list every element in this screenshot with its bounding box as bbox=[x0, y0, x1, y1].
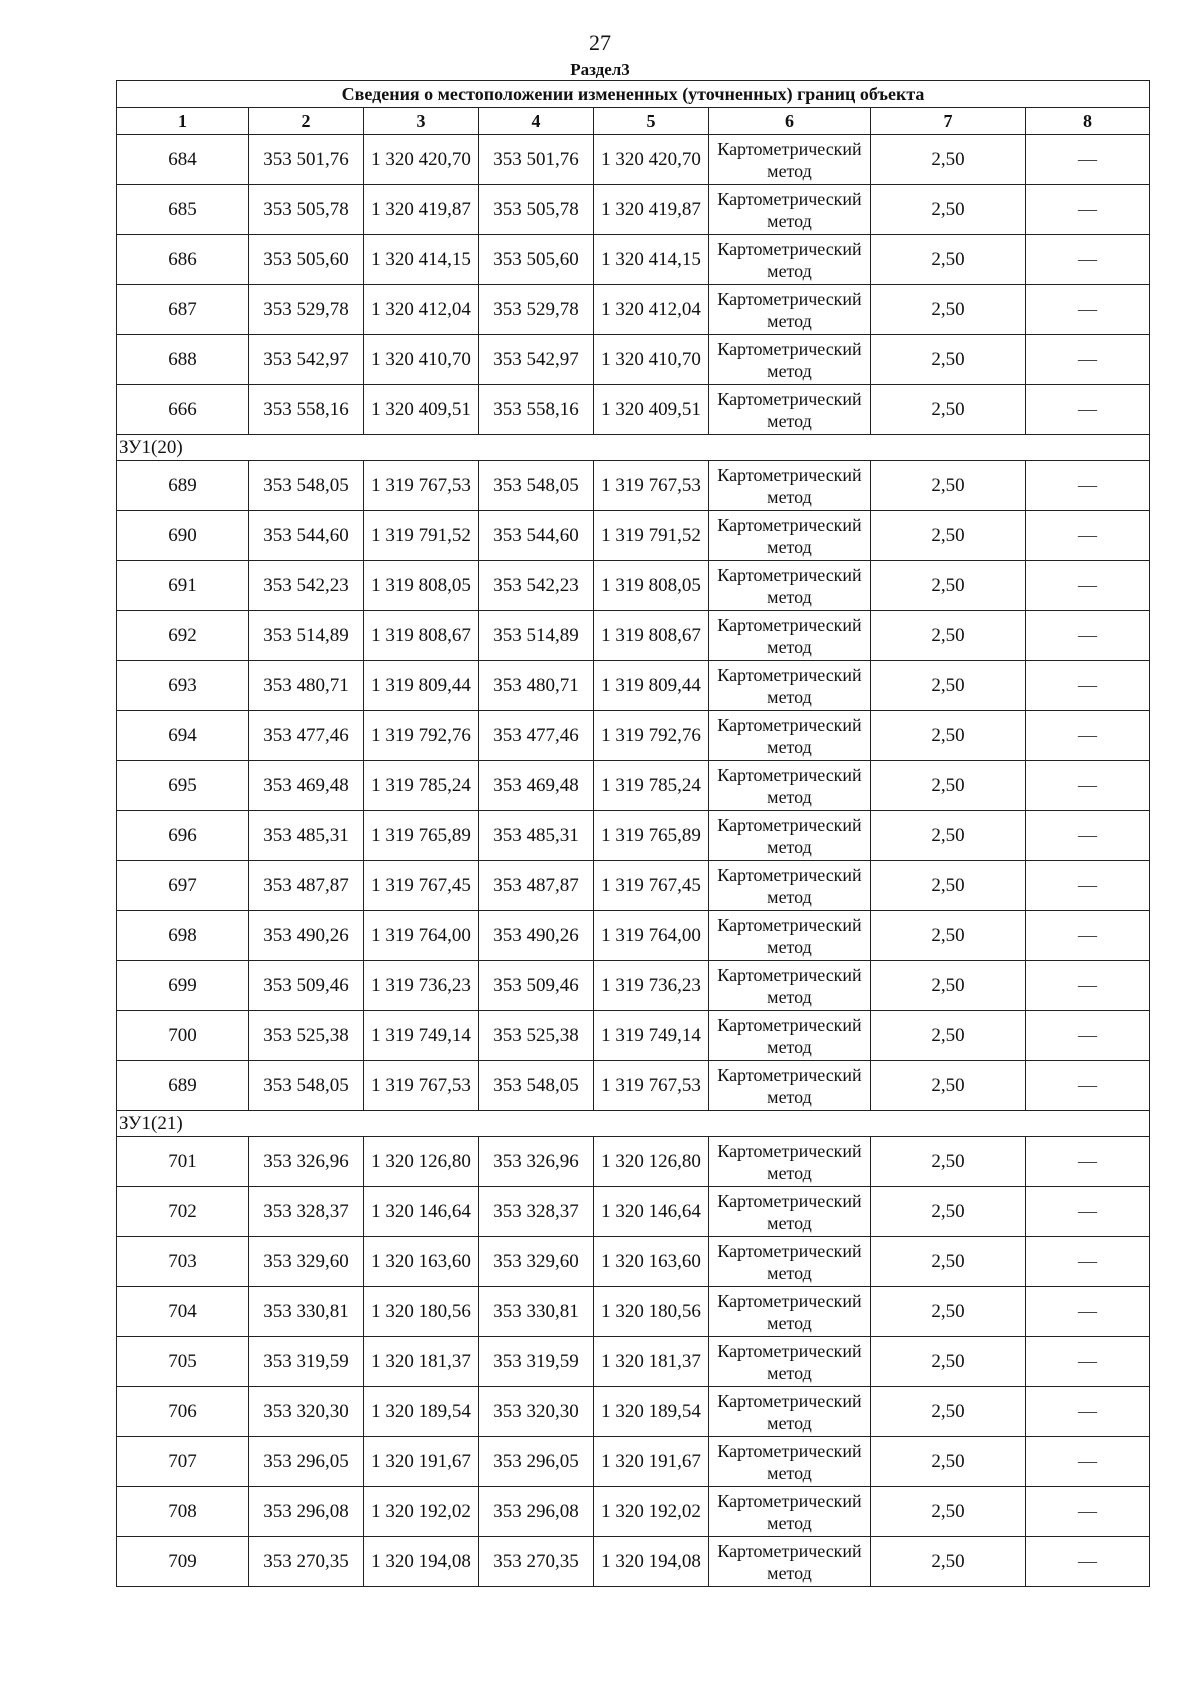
table-cell: Картометрический метод bbox=[709, 335, 871, 385]
table-cell: — bbox=[1026, 511, 1150, 561]
table-cell: 707 bbox=[117, 1437, 249, 1487]
table-cell: 702 bbox=[117, 1187, 249, 1237]
table-cell: Картометрический метод bbox=[709, 1337, 871, 1387]
table-cell: 2,50 bbox=[871, 911, 1026, 961]
table-cell: — bbox=[1026, 235, 1150, 285]
table-cell: 2,50 bbox=[871, 861, 1026, 911]
table-cell: 687 bbox=[117, 285, 249, 335]
table-cell: Картометрический метод bbox=[709, 611, 871, 661]
table-row bbox=[117, 135, 1150, 185]
table-cell: 2,50 bbox=[871, 1237, 1026, 1287]
table-cell: 1 320 126,80 bbox=[594, 1137, 709, 1187]
table-cell: 1 319 785,24 bbox=[364, 761, 479, 811]
table-cell: Картометрический метод bbox=[709, 511, 871, 561]
group-label: ЗУ1(21) bbox=[117, 1111, 1150, 1137]
table-cell: 688 bbox=[117, 335, 249, 385]
table-cell: 686 bbox=[117, 235, 249, 285]
table-cell: 2,50 bbox=[871, 1337, 1026, 1387]
table-cell: 703 bbox=[117, 1237, 249, 1287]
table-cell: 684 bbox=[117, 135, 249, 185]
table-cell: 1 319 767,53 bbox=[364, 461, 479, 511]
table-cell: 353 485,31 bbox=[479, 811, 594, 861]
table-cell: 353 480,71 bbox=[249, 661, 364, 711]
column-number: 3 bbox=[364, 108, 479, 135]
table-cell: 353 320,30 bbox=[479, 1387, 594, 1437]
table-cell: 704 bbox=[117, 1287, 249, 1337]
table-row bbox=[117, 761, 1150, 811]
table-cell: 1 319 808,67 bbox=[594, 611, 709, 661]
table-row bbox=[117, 511, 1150, 561]
section-title: Раздел3 bbox=[570, 60, 630, 79]
table-cell: 353 319,59 bbox=[249, 1337, 364, 1387]
table-cell: 2,50 bbox=[871, 561, 1026, 611]
table-cell: 353 505,78 bbox=[479, 185, 594, 235]
table-cell: 1 319 809,44 bbox=[364, 661, 479, 711]
table-cell: 353 501,76 bbox=[479, 135, 594, 185]
table-cell: Картометрический метод bbox=[709, 811, 871, 861]
table-cell: Картометрический метод bbox=[709, 285, 871, 335]
table-cell: 1 320 189,54 bbox=[594, 1387, 709, 1437]
table-cell: 1 319 808,05 bbox=[364, 561, 479, 611]
table-cell: 692 bbox=[117, 611, 249, 661]
table-cell: 353 326,96 bbox=[249, 1137, 364, 1187]
table-cell: Картометрический метод bbox=[709, 461, 871, 511]
table-cell: 1 319 765,89 bbox=[364, 811, 479, 861]
table-cell: Картометрический метод bbox=[709, 1011, 871, 1061]
table-cell: 698 bbox=[117, 911, 249, 961]
table-row bbox=[117, 611, 1150, 661]
table-cell: — bbox=[1026, 1387, 1150, 1437]
table-cell: 690 bbox=[117, 511, 249, 561]
table-cell: Картометрический метод bbox=[709, 711, 871, 761]
table-caption: Сведения о местоположении измененных (уточненных) границ объекта bbox=[117, 81, 1150, 108]
table-cell: 1 320 420,70 bbox=[364, 135, 479, 185]
table-cell: — bbox=[1026, 1437, 1150, 1487]
table-cell: 705 bbox=[117, 1337, 249, 1387]
table-row bbox=[117, 661, 1150, 711]
table-cell: 1 319 809,44 bbox=[594, 661, 709, 711]
table-cell: 1 319 764,00 bbox=[364, 911, 479, 961]
table-cell: 353 525,38 bbox=[479, 1011, 594, 1061]
table-cell: 2,50 bbox=[871, 235, 1026, 285]
table-cell: 697 bbox=[117, 861, 249, 911]
table-cell: — bbox=[1026, 461, 1150, 511]
table-cell: 353 544,60 bbox=[479, 511, 594, 561]
table-cell: 1 320 414,15 bbox=[594, 235, 709, 285]
table-cell: 353 326,96 bbox=[479, 1137, 594, 1187]
table-cell: — bbox=[1026, 1337, 1150, 1387]
table-cell: 2,50 bbox=[871, 1187, 1026, 1237]
table-cell: 2,50 bbox=[871, 285, 1026, 335]
table-cell: 1 319 764,00 bbox=[594, 911, 709, 961]
table-cell: 2,50 bbox=[871, 1537, 1026, 1587]
table-cell: Картометрический метод bbox=[709, 1487, 871, 1537]
table-row bbox=[117, 1011, 1150, 1061]
table-row bbox=[117, 711, 1150, 761]
table-cell: 1 320 414,15 bbox=[364, 235, 479, 285]
table-body bbox=[117, 135, 1150, 1587]
table-row bbox=[117, 335, 1150, 385]
table-cell: — bbox=[1026, 911, 1150, 961]
table-cell: 353 329,60 bbox=[249, 1237, 364, 1287]
table-cell: 353 270,35 bbox=[249, 1537, 364, 1587]
table-cell: 353 548,05 bbox=[479, 1061, 594, 1111]
table-cell: 1 320 410,70 bbox=[364, 335, 479, 385]
table-cell: Картометрический метод bbox=[709, 235, 871, 285]
table-cell: 708 bbox=[117, 1487, 249, 1537]
table-cell: 1 319 808,05 bbox=[594, 561, 709, 611]
table-cell: 353 548,05 bbox=[249, 1061, 364, 1111]
table-cell: 353 505,78 bbox=[249, 185, 364, 235]
table-row bbox=[117, 561, 1150, 611]
table-cell: 1 320 180,56 bbox=[364, 1287, 479, 1337]
table-cell: 2,50 bbox=[871, 761, 1026, 811]
table-cell: 1 320 189,54 bbox=[364, 1387, 479, 1437]
table-cell: 353 542,23 bbox=[249, 561, 364, 611]
column-number: 6 bbox=[709, 108, 871, 135]
table-cell: — bbox=[1026, 385, 1150, 435]
table-cell: 2,50 bbox=[871, 1387, 1026, 1437]
table-row bbox=[117, 185, 1150, 235]
table-cell: 353 296,05 bbox=[249, 1437, 364, 1487]
table-cell: 1 319 767,45 bbox=[594, 861, 709, 911]
table-cell: 353 485,31 bbox=[249, 811, 364, 861]
table-cell: Картометрический метод bbox=[709, 961, 871, 1011]
boundary-coordinates-table bbox=[116, 80, 1150, 1587]
table-cell: Картометрический метод bbox=[709, 911, 871, 961]
table-cell: 353 328,37 bbox=[249, 1187, 364, 1237]
table-cell: — bbox=[1026, 611, 1150, 661]
table-cell: 689 bbox=[117, 1061, 249, 1111]
table-cell: Картометрический метод bbox=[709, 761, 871, 811]
table-row bbox=[117, 911, 1150, 961]
table-cell: 1 320 192,02 bbox=[364, 1487, 479, 1537]
table-cell: Картометрический метод bbox=[709, 1137, 871, 1187]
table-cell: — bbox=[1026, 811, 1150, 861]
table-cell: 2,50 bbox=[871, 461, 1026, 511]
table-cell: 1 320 163,60 bbox=[594, 1237, 709, 1287]
table-cell: 353 558,16 bbox=[479, 385, 594, 435]
table-cell: Картометрический метод bbox=[709, 1187, 871, 1237]
table-cell: 700 bbox=[117, 1011, 249, 1061]
table-cell: 696 bbox=[117, 811, 249, 861]
table-row bbox=[117, 1337, 1150, 1387]
table-row bbox=[117, 461, 1150, 511]
table-cell: 1 320 191,67 bbox=[594, 1437, 709, 1487]
table-cell: 353 548,05 bbox=[479, 461, 594, 511]
table-cell: 353 320,30 bbox=[249, 1387, 364, 1437]
table-cell: 1 320 419,87 bbox=[594, 185, 709, 235]
table-cell: 353 542,97 bbox=[249, 335, 364, 385]
table-row bbox=[117, 1487, 1150, 1537]
table-cell: 1 320 410,70 bbox=[594, 335, 709, 385]
group-label-row bbox=[117, 435, 1150, 461]
table-cell: 353 490,26 bbox=[249, 911, 364, 961]
table-row bbox=[117, 1237, 1150, 1287]
table-cell: 691 bbox=[117, 561, 249, 611]
table-cell: 1 319 791,52 bbox=[364, 511, 479, 561]
column-number: 5 bbox=[594, 108, 709, 135]
table-cell: 353 477,46 bbox=[249, 711, 364, 761]
table-cell: 353 514,89 bbox=[249, 611, 364, 661]
table-cell: 353 330,81 bbox=[479, 1287, 594, 1337]
table-cell: 353 529,78 bbox=[479, 285, 594, 335]
table-cell: 353 548,05 bbox=[249, 461, 364, 511]
table-cell: — bbox=[1026, 335, 1150, 385]
table-cell: 1 319 785,24 bbox=[594, 761, 709, 811]
table-cell: 353 329,60 bbox=[479, 1237, 594, 1287]
table-cell: 353 509,46 bbox=[249, 961, 364, 1011]
group-label-row bbox=[117, 1111, 1150, 1137]
table-cell: 353 529,78 bbox=[249, 285, 364, 335]
table-cell: — bbox=[1026, 561, 1150, 611]
table-row bbox=[117, 235, 1150, 285]
table-row bbox=[117, 861, 1150, 911]
table-cell: 1 320 194,08 bbox=[364, 1537, 479, 1587]
table-row bbox=[117, 1537, 1150, 1587]
table-cell: 1 319 736,23 bbox=[594, 961, 709, 1011]
column-number: 4 bbox=[479, 108, 594, 135]
table-cell: 1 320 126,80 bbox=[364, 1137, 479, 1187]
table-cell: 1 320 180,56 bbox=[594, 1287, 709, 1337]
table-cell: 2,50 bbox=[871, 811, 1026, 861]
table-cell: Картометрический метод bbox=[709, 861, 871, 911]
group-label: ЗУ1(20) bbox=[117, 435, 1150, 461]
table-cell: 1 320 146,64 bbox=[364, 1187, 479, 1237]
table-cell: 693 bbox=[117, 661, 249, 711]
table-cell: Картометрический метод bbox=[709, 1537, 871, 1587]
table-cell: 2,50 bbox=[871, 1137, 1026, 1187]
table-cell: Картометрический метод bbox=[709, 1287, 871, 1337]
table-cell: 2,50 bbox=[871, 135, 1026, 185]
table-cell: 353 296,05 bbox=[479, 1437, 594, 1487]
table-row bbox=[117, 1287, 1150, 1337]
table-cell: 2,50 bbox=[871, 1061, 1026, 1111]
table-cell: 1 319 792,76 bbox=[364, 711, 479, 761]
table-cell: 353 487,87 bbox=[479, 861, 594, 911]
table-cell: 1 320 409,51 bbox=[364, 385, 479, 435]
table-cell: 1 319 767,53 bbox=[594, 1061, 709, 1111]
table-cell: 685 bbox=[117, 185, 249, 235]
table-cell: 1 320 181,37 bbox=[364, 1337, 479, 1387]
table-cell: 353 505,60 bbox=[249, 235, 364, 285]
table-cell: 1 320 146,64 bbox=[594, 1187, 709, 1237]
table-cell: — bbox=[1026, 661, 1150, 711]
table-cell: 2,50 bbox=[871, 961, 1026, 1011]
table-cell: 1 319 791,52 bbox=[594, 511, 709, 561]
table-cell: 1 319 749,14 bbox=[364, 1011, 479, 1061]
table-cell: 2,50 bbox=[871, 661, 1026, 711]
table-cell: Картометрический метод bbox=[709, 1387, 871, 1437]
column-number: 8 bbox=[1026, 108, 1150, 135]
table-cell: — bbox=[1026, 285, 1150, 335]
table-cell: Картометрический метод bbox=[709, 1061, 871, 1111]
table-cell: 2,50 bbox=[871, 1487, 1026, 1537]
table-cell: 1 319 767,53 bbox=[594, 461, 709, 511]
table-cell: 2,50 bbox=[871, 1287, 1026, 1337]
table-cell: 353 487,87 bbox=[249, 861, 364, 911]
page-number: 27 bbox=[589, 30, 611, 55]
table-cell: 2,50 bbox=[871, 185, 1026, 235]
table-cell: 353 328,37 bbox=[479, 1187, 594, 1237]
table-cell: — bbox=[1026, 1237, 1150, 1287]
table-cell: — bbox=[1026, 1061, 1150, 1111]
table-cell: 353 544,60 bbox=[249, 511, 364, 561]
table-cell: 353 525,38 bbox=[249, 1011, 364, 1061]
table-cell: 353 296,08 bbox=[249, 1487, 364, 1537]
table-cell: — bbox=[1026, 861, 1150, 911]
table-cell: — bbox=[1026, 1187, 1150, 1237]
table-cell: 706 bbox=[117, 1387, 249, 1437]
table-cell: 1 319 767,45 bbox=[364, 861, 479, 911]
table-cell: Картометрический метод bbox=[709, 561, 871, 611]
table-cell: Картометрический метод bbox=[709, 185, 871, 235]
table-cell: 353 477,46 bbox=[479, 711, 594, 761]
table-cell: 1 319 792,76 bbox=[594, 711, 709, 761]
table-cell: 353 330,81 bbox=[249, 1287, 364, 1337]
table-cell: 695 bbox=[117, 761, 249, 811]
table-cell: 1 320 412,04 bbox=[364, 285, 479, 335]
column-number: 2 bbox=[249, 108, 364, 135]
table-cell: 1 320 420,70 bbox=[594, 135, 709, 185]
table-row bbox=[117, 1137, 1150, 1187]
table-cell: 353 469,48 bbox=[479, 761, 594, 811]
table-cell: 353 480,71 bbox=[479, 661, 594, 711]
table-cell: 2,50 bbox=[871, 511, 1026, 561]
table-cell: — bbox=[1026, 961, 1150, 1011]
table-cell: 1 319 736,23 bbox=[364, 961, 479, 1011]
table-cell: 1 320 192,02 bbox=[594, 1487, 709, 1537]
table-cell: 2,50 bbox=[871, 1011, 1026, 1061]
table-cell: 1 319 749,14 bbox=[594, 1011, 709, 1061]
table-cell: 2,50 bbox=[871, 1437, 1026, 1487]
table-cell: 689 bbox=[117, 461, 249, 511]
table-cell: 353 296,08 bbox=[479, 1487, 594, 1537]
table-row bbox=[117, 285, 1150, 335]
table-cell: 353 558,16 bbox=[249, 385, 364, 435]
table-row bbox=[117, 811, 1150, 861]
table-cell: Картометрический метод bbox=[709, 135, 871, 185]
table-cell: 1 320 191,67 bbox=[364, 1437, 479, 1487]
table-cell: 353 501,76 bbox=[249, 135, 364, 185]
table-cell: 1 320 412,04 bbox=[594, 285, 709, 335]
table-cell: Картометрический метод bbox=[709, 1437, 871, 1487]
table-cell: 353 319,59 bbox=[479, 1337, 594, 1387]
table-cell: 2,50 bbox=[871, 385, 1026, 435]
table-row bbox=[117, 385, 1150, 435]
table-cell: 353 509,46 bbox=[479, 961, 594, 1011]
table-cell: 1 319 767,53 bbox=[364, 1061, 479, 1111]
table-cell: 353 542,23 bbox=[479, 561, 594, 611]
table-cell: — bbox=[1026, 1011, 1150, 1061]
table-cell: 353 490,26 bbox=[479, 911, 594, 961]
table-cell: 709 bbox=[117, 1537, 249, 1587]
table-row bbox=[117, 1061, 1150, 1111]
table-cell: — bbox=[1026, 761, 1150, 811]
table-row bbox=[117, 1387, 1150, 1437]
table-cell: 699 bbox=[117, 961, 249, 1011]
table-cell: 353 505,60 bbox=[479, 235, 594, 285]
table-cell: Картометрический метод bbox=[709, 661, 871, 711]
table-row bbox=[117, 1187, 1150, 1237]
table-cell: — bbox=[1026, 1537, 1150, 1587]
column-number: 1 bbox=[117, 108, 249, 135]
table-cell: 2,50 bbox=[871, 611, 1026, 661]
table-cell: — bbox=[1026, 1137, 1150, 1187]
table-row bbox=[117, 961, 1150, 1011]
table-cell: — bbox=[1026, 1287, 1150, 1337]
table-cell: 353 469,48 bbox=[249, 761, 364, 811]
column-number: 7 bbox=[871, 108, 1026, 135]
table-cell: 1 319 808,67 bbox=[364, 611, 479, 661]
table-cell: 1 319 765,89 bbox=[594, 811, 709, 861]
table-cell: — bbox=[1026, 1487, 1150, 1537]
table-cell: 1 320 194,08 bbox=[594, 1537, 709, 1587]
table-cell: 353 270,35 bbox=[479, 1537, 594, 1587]
table-cell: 353 542,97 bbox=[479, 335, 594, 385]
table-cell: 1 320 163,60 bbox=[364, 1237, 479, 1287]
table-cell: 1 320 409,51 bbox=[594, 385, 709, 435]
table-cell: 1 320 181,37 bbox=[594, 1337, 709, 1387]
table-cell: 701 bbox=[117, 1137, 249, 1187]
table-cell: Картометрический метод bbox=[709, 1237, 871, 1287]
table-cell: 353 514,89 bbox=[479, 611, 594, 661]
table-row bbox=[117, 1437, 1150, 1487]
table-cell: — bbox=[1026, 185, 1150, 235]
table-cell: 666 bbox=[117, 385, 249, 435]
table-cell: — bbox=[1026, 135, 1150, 185]
table-cell: — bbox=[1026, 711, 1150, 761]
table-cell: Картометрический метод bbox=[709, 385, 871, 435]
table-cell: 1 320 419,87 bbox=[364, 185, 479, 235]
table-cell: 2,50 bbox=[871, 711, 1026, 761]
table-cell: 694 bbox=[117, 711, 249, 761]
table-cell: 2,50 bbox=[871, 335, 1026, 385]
column-number-row bbox=[117, 108, 1150, 135]
